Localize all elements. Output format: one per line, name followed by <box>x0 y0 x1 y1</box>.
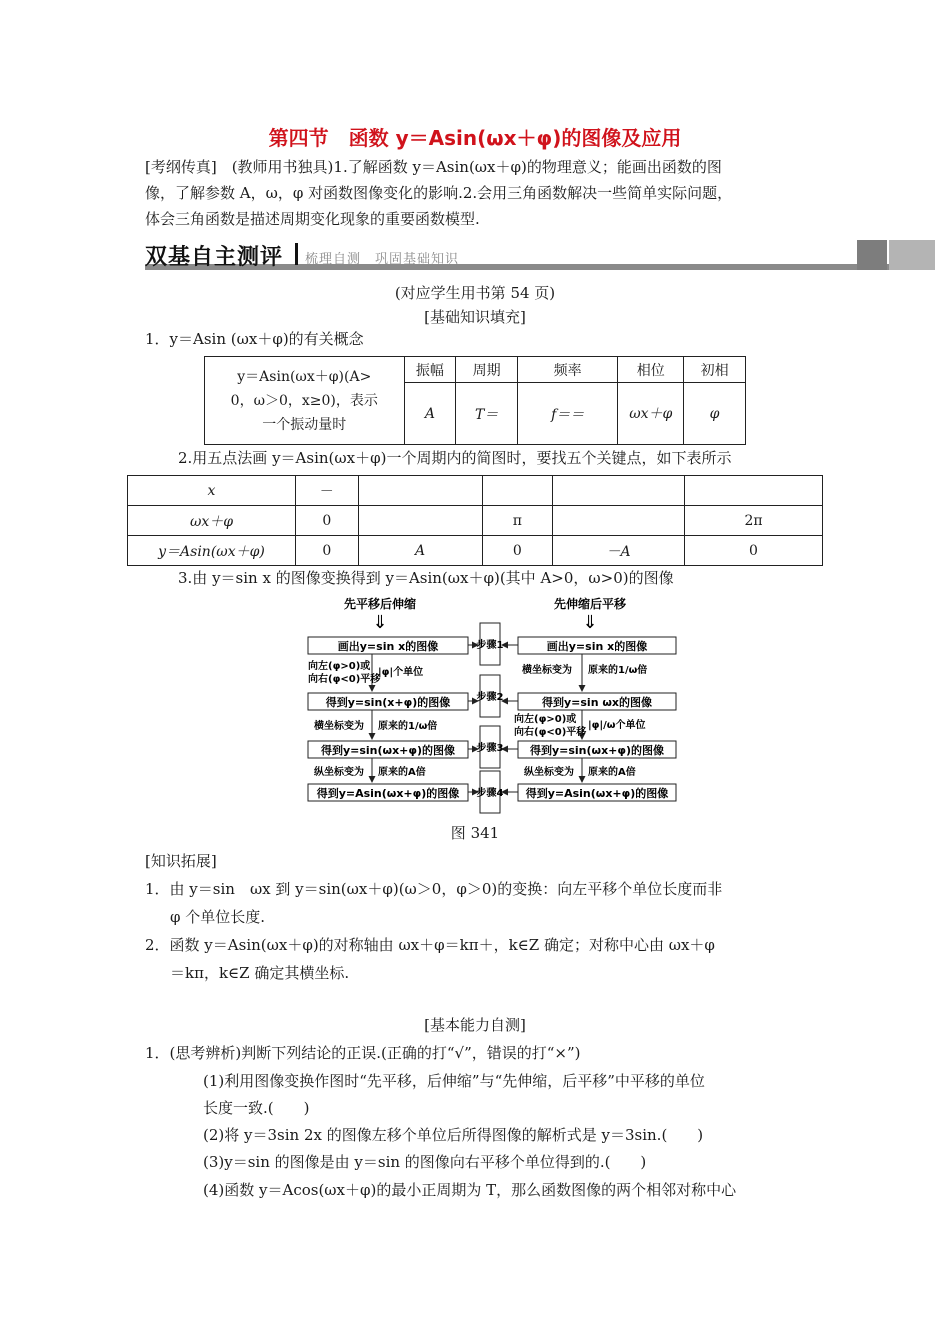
left-box-4-text: 得到y=Asin(ωx+φ)的图像 <box>316 787 460 800</box>
question-line-1: 1．(思考辨析)判断下列结论的正误.(正确的打“√”，错误的打“×”) <box>145 1044 581 1062</box>
cell-r2-c0: y＝Asin(ωx＋φ) <box>128 536 296 566</box>
concept-table <box>204 356 746 445</box>
left-heading: 先平移后伸缩 <box>343 597 417 611</box>
question-line-4: (2)将 y＝3sin 2x 的图像左移个单位后所得图像的解析式是 y＝3sin.( ) <box>203 1126 704 1144</box>
kaogang-block <box>145 154 810 232</box>
left-label-3c: 原来的A倍 <box>378 767 426 778</box>
left-label-3a: 纵坐标变为 <box>314 767 364 778</box>
right-box-4-text: 得到y=Asin(ωx+φ)的图像 <box>525 787 669 800</box>
left-down-arrow-icon: ⇓ <box>372 612 388 633</box>
right-label-2a: 向左(φ>0)或 <box>514 714 577 725</box>
banner-separator <box>295 243 298 265</box>
value-phase: ωx＋φ <box>618 383 684 445</box>
cell-r2-c2: A <box>358 536 482 566</box>
cell-r1-c0: ωx＋φ <box>128 506 296 536</box>
concept-desc-line-2: 0，ω＞0，x≥0)，表示 <box>230 392 378 409</box>
cell-r2-c3: 0 <box>482 536 552 566</box>
concept-description <box>205 357 405 445</box>
value-amplitude: A <box>404 383 456 445</box>
cell-r1-c2 <box>358 506 482 536</box>
left-label-2c: 原来的1/ω倍 <box>378 721 438 732</box>
header-period: 周期 <box>456 357 518 383</box>
step-3-text: 步骤3 <box>476 743 504 754</box>
step-4 <box>477 771 504 813</box>
section-ext-heading: [知识拓展] <box>145 852 217 870</box>
cell-r2-c4: －A <box>553 536 685 566</box>
left-label-1c: |φ|个单位 <box>378 667 424 678</box>
ext-line-3: 2．函数 y＝Asin(ωx＋φ)的对称轴由 ωx＋φ＝kπ＋，k∈Z 确定；对称中心由 ωx＋φ <box>145 936 715 954</box>
ext-line-2: φ 个单位长度. <box>170 908 266 926</box>
left-label-1b: 向右(φ<0)平移 <box>308 674 381 685</box>
left-box-1 <box>308 637 468 654</box>
question-line-3: 长度一致.( ) <box>203 1099 310 1117</box>
banner-block-light <box>889 240 935 270</box>
cell-r0-c3 <box>482 476 552 506</box>
right-box-1-text: 画出y=sin x的图像 <box>546 640 648 653</box>
right-heading: 先伸缩后平移 <box>553 597 627 611</box>
item2-title: 2.用五点法画 y＝Asin(ωx＋φ)一个周期内的简图时，要找五个关键点，如下表所示 <box>178 449 732 467</box>
item1-title: 1．y＝Asin (ωx＋φ)的有关概念 <box>145 330 364 348</box>
header-initial-phase: 初相 <box>684 357 746 383</box>
cell-r2-c5: 0 <box>685 536 823 566</box>
header-amplitude: 振幅 <box>404 357 456 383</box>
step-1 <box>477 623 504 665</box>
left-label-1a: 向左(φ>0)或 <box>308 661 371 672</box>
left-box-2 <box>308 693 468 710</box>
value-frequency: f＝＝ <box>518 383 618 445</box>
cell-r0-c2 <box>358 476 482 506</box>
cell-r1-c4 <box>553 506 685 536</box>
question-line-2: (1)利用图像变换作图时“先平移，后伸缩”与“先伸缩，后平移”中平移的单位 <box>203 1072 705 1090</box>
flowchart-svg <box>300 595 685 817</box>
step-2-text: 步骤2 <box>476 692 504 703</box>
left-box-2-text: 得到y=sin(x+φ)的图像 <box>325 696 451 709</box>
step-2 <box>477 675 504 717</box>
page-reference: (对应学生用书第 54 页) <box>394 284 556 302</box>
right-down-arrow-icon: ⇓ <box>582 612 598 633</box>
concept-desc-line-3: 一个振动量时 <box>262 416 347 433</box>
step-4-text: 步骤4 <box>476 788 504 799</box>
cell-r0-c4 <box>553 476 685 506</box>
section-banner <box>145 240 935 270</box>
right-box-2-text: 得到y=sin ωx的图像 <box>541 696 653 709</box>
cell-r1-c1: 0 <box>296 506 359 536</box>
right-label-1a: 横坐标变为 <box>522 665 572 676</box>
value-period: T＝ <box>456 383 518 445</box>
ext-line-1: 1．由 y＝sin ωx 到 y＝sin(ωx＋φ)(ω＞0，φ＞0)的变换：向左平移个单位长度而非 <box>145 880 723 898</box>
cell-r0-c1: － <box>296 476 359 506</box>
cell-r1-c5: 2π <box>685 506 823 536</box>
kaogang-line-3: 体会三角函数是描述周期变化现象的重要函数模型. <box>145 210 480 228</box>
right-box-1 <box>518 637 676 654</box>
transform-flowchart <box>300 595 685 817</box>
banner-title: 双基自主测评 <box>145 245 284 270</box>
header-phase: 相位 <box>618 357 684 383</box>
right-label-2b: 向右(φ<0)平移 <box>514 727 587 738</box>
page-title: 第四节 函数 y＝Asin(ωx＋φ)的图像及应用 <box>268 126 682 150</box>
kaogang-line-2: 像，了解参数 A，ω，φ 对函数图像变化的影响.2.会用三角函数解决一些简单实际问题， <box>145 184 733 202</box>
step-1-text: 步骤1 <box>476 640 504 651</box>
right-box-4 <box>518 784 676 801</box>
cell-r2-c1: 0 <box>296 536 359 566</box>
five-point-table <box>127 475 823 566</box>
right-box-3 <box>518 741 676 758</box>
left-box-1-text: 画出y=sin x的图像 <box>337 640 439 653</box>
cell-r1-c3: π <box>482 506 552 536</box>
right-label-2c: |φ|/ω个单位 <box>588 720 646 731</box>
item3-title: 3.由 y＝sin x 的图像变换得到 y＝Asin(ωx＋φ)(其中 A>0，ω>0)的图像 <box>178 569 674 587</box>
step-3 <box>477 726 504 768</box>
right-label-3a: 纵坐标变为 <box>524 767 574 778</box>
question-line-5: (3)y＝sin 的图像是由 y＝sin 的图像向右平移个单位得到的.( ) <box>203 1153 647 1171</box>
question-line-6: (4)函数 y＝Acos(ωx＋φ)的最小正周期为 T，那么函数图像的两个相邻对称中心 <box>203 1181 737 1199</box>
banner-block-dark <box>857 240 887 270</box>
banner-subtitle: 梳理自测 巩固基础知识 <box>305 252 460 267</box>
section-basic-heading: [基础知识填充] <box>424 308 526 326</box>
left-box-3-text: 得到y=sin(ωx+φ)的图像 <box>320 744 456 757</box>
right-label-1c: 原来的1/ω倍 <box>588 665 648 676</box>
ext-line-4: ＝kπ，k∈Z 确定其横坐标. <box>170 964 350 982</box>
section-self-heading: [基本能力自测] <box>424 1016 526 1034</box>
right-box-2 <box>518 693 676 710</box>
left-box-4 <box>308 784 468 801</box>
kaogang-line-1: [考纲传真] (教师用书独具)1.了解函数 y＝Asin(ωx＋φ)的物理意义；能画出函数的图 <box>145 158 722 176</box>
value-initial-phase: φ <box>684 383 746 445</box>
figure-caption: 图 341 <box>450 824 500 842</box>
right-box-3-text: 得到y=sin(ωx+φ)的图像 <box>529 744 665 757</box>
left-label-2a: 横坐标变为 <box>314 721 364 732</box>
left-box-3 <box>308 741 468 758</box>
header-frequency: 频率 <box>518 357 618 383</box>
right-label-3c: 原来的A倍 <box>588 767 636 778</box>
cell-r0-c5 <box>685 476 823 506</box>
concept-desc-line-1: y＝Asin(ωx＋φ)(A> <box>237 368 372 385</box>
cell-r0-c0: x <box>128 476 296 506</box>
